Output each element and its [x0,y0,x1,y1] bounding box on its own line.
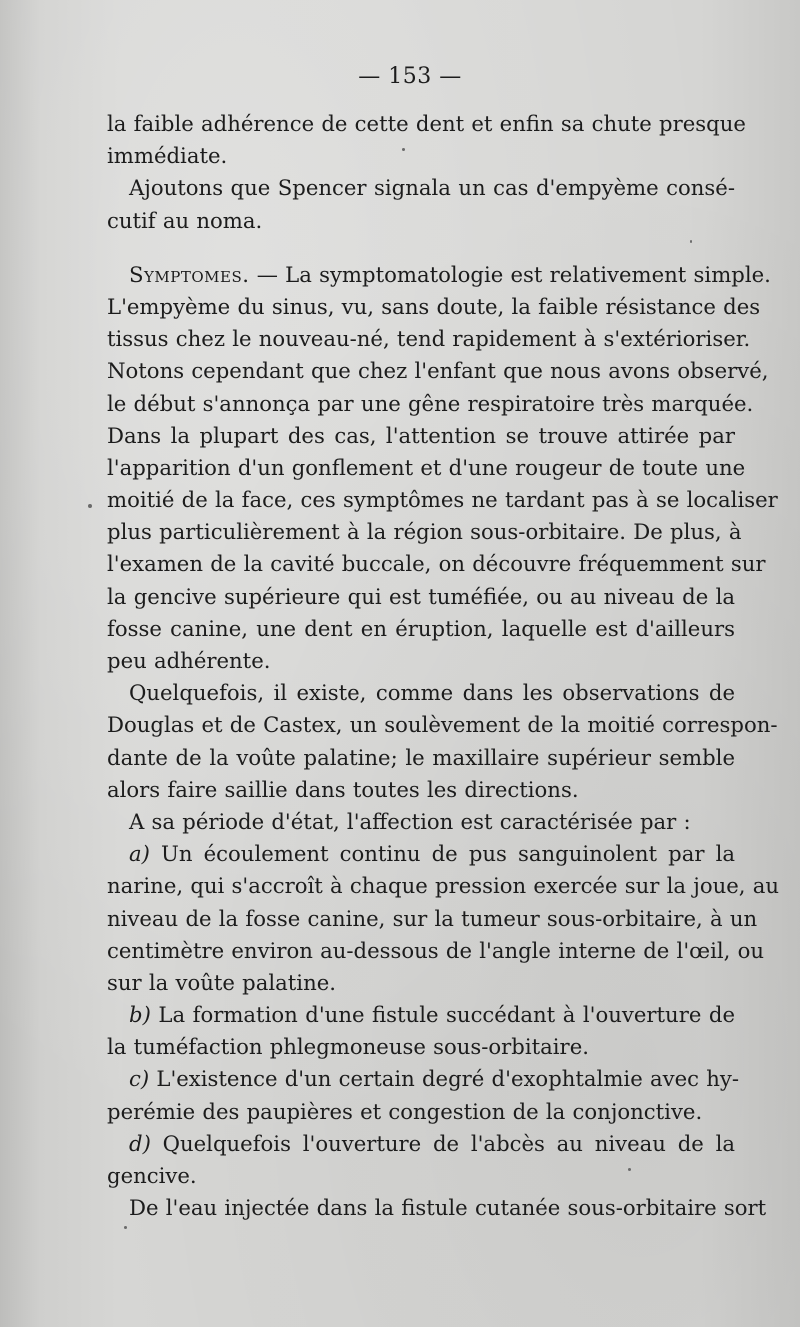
list-marker: b) [129,1002,151,1028]
text-line [107,999,735,1031]
text-line [107,838,735,870]
text-run: Quelquefois l'ouverture de l'abcès au niveau de la [150,1130,735,1156]
text-line: l'apparition d'un gonflement et d'une rougeur de toute une [107,454,746,480]
text-line: A sa période d'état, l'affection est caractérisée par : [129,808,691,834]
list-marker: c) [129,1066,150,1092]
text-line: moitié de la face, ces symptômes ne tardant pas à se localiser [107,487,778,513]
body-text [107,108,780,1224]
scan-speck [124,1226,127,1229]
text-line: peu adhérente. [107,648,271,673]
scan-speck [88,504,92,508]
text-line: sur la voûte palatine. [107,969,336,995]
scan-speck [690,240,692,243]
section-heading: Symptomes. [129,261,250,287]
text-line: Ajoutons que Spencer signala un cas d'empyème consé- [129,175,735,201]
text-line: Douglas et de Castex, un soulèvement de la moitié correspon- [107,712,778,738]
text-line: gencive. [107,1163,197,1188]
text-line: plus particulièrement à la région sous-orbitaire. De plus, à [107,519,742,545]
text-line [107,259,771,291]
text-run: Un écoulement continu de pus sanguinolent par la [149,841,735,867]
text-line: l'examen de la cavité buccale, on découvre fréquemment sur [107,551,766,577]
text-line: immédiate. [107,143,228,169]
list-marker: d) [129,1130,151,1156]
text-line: Quelquefois, il existe, comme dans les observations de [129,680,735,706]
text-line: centimètre environ au-dessous de l'angle interne de l'œil, ou [107,937,765,963]
text-line: la gencive supérieure qui est tuméfiée, ou au niveau de la [107,583,735,609]
text-line: alors faire saillie dans toutes les directions. [107,776,579,802]
text-line: la tuméfaction phlegmoneuse sous-orbitaire. [107,1034,589,1060]
text-line: dante de la voûte palatine; le maxillaire supérieur semble [107,744,735,770]
text-line: De l'eau injectée dans la fistule cutanée sous-orbitaire sort [129,1195,767,1221]
text-line: le début s'annonça par une gêne respiratoire très marquée. [107,390,754,416]
text-line: la faible adhérence de cette dent et enfin sa chute presque [107,111,746,136]
text-line: Dans la plupart des cas, l'attention se trouve attirée par [107,422,735,448]
list-marker: a) [129,841,150,867]
scan-speck [628,1168,631,1171]
text-run: — La symptomatologie est relativement simple. [249,261,771,287]
text-line: tissus chez le nouveau-né, tend rapidement à s'extérioriser. [107,326,751,352]
text-line: cutif au noma. [107,207,263,233]
text-run: L'existence d'un certain degré d'exophtalmie avec hy- [149,1066,739,1092]
page-number: — 153 — [358,64,462,89]
text-line: niveau de la fosse canine, sur la tumeur sous-orbitaire, à un [107,905,758,931]
text-line [107,1128,735,1160]
text-line: perémie des paupières et congestion de la conjonctive. [107,1098,703,1124]
paragraph-gap [107,237,735,259]
text-run: La formation d'une fistule succédant à l'ouverture de [150,1002,735,1028]
text-line: Notons cependant que chez l'enfant que nous avons observé, [107,358,769,384]
text-line: L'empyème du sinus, vu, sans doute, la faible résistance des [107,293,761,319]
text-line: narine, qui s'accroît à chaque pression exercée sur la joue, au [107,873,780,899]
text-line [107,1063,739,1095]
scan-speck [402,148,405,151]
text-line: fosse canine, une dent en éruption, laquelle est d'ailleurs [107,615,735,641]
